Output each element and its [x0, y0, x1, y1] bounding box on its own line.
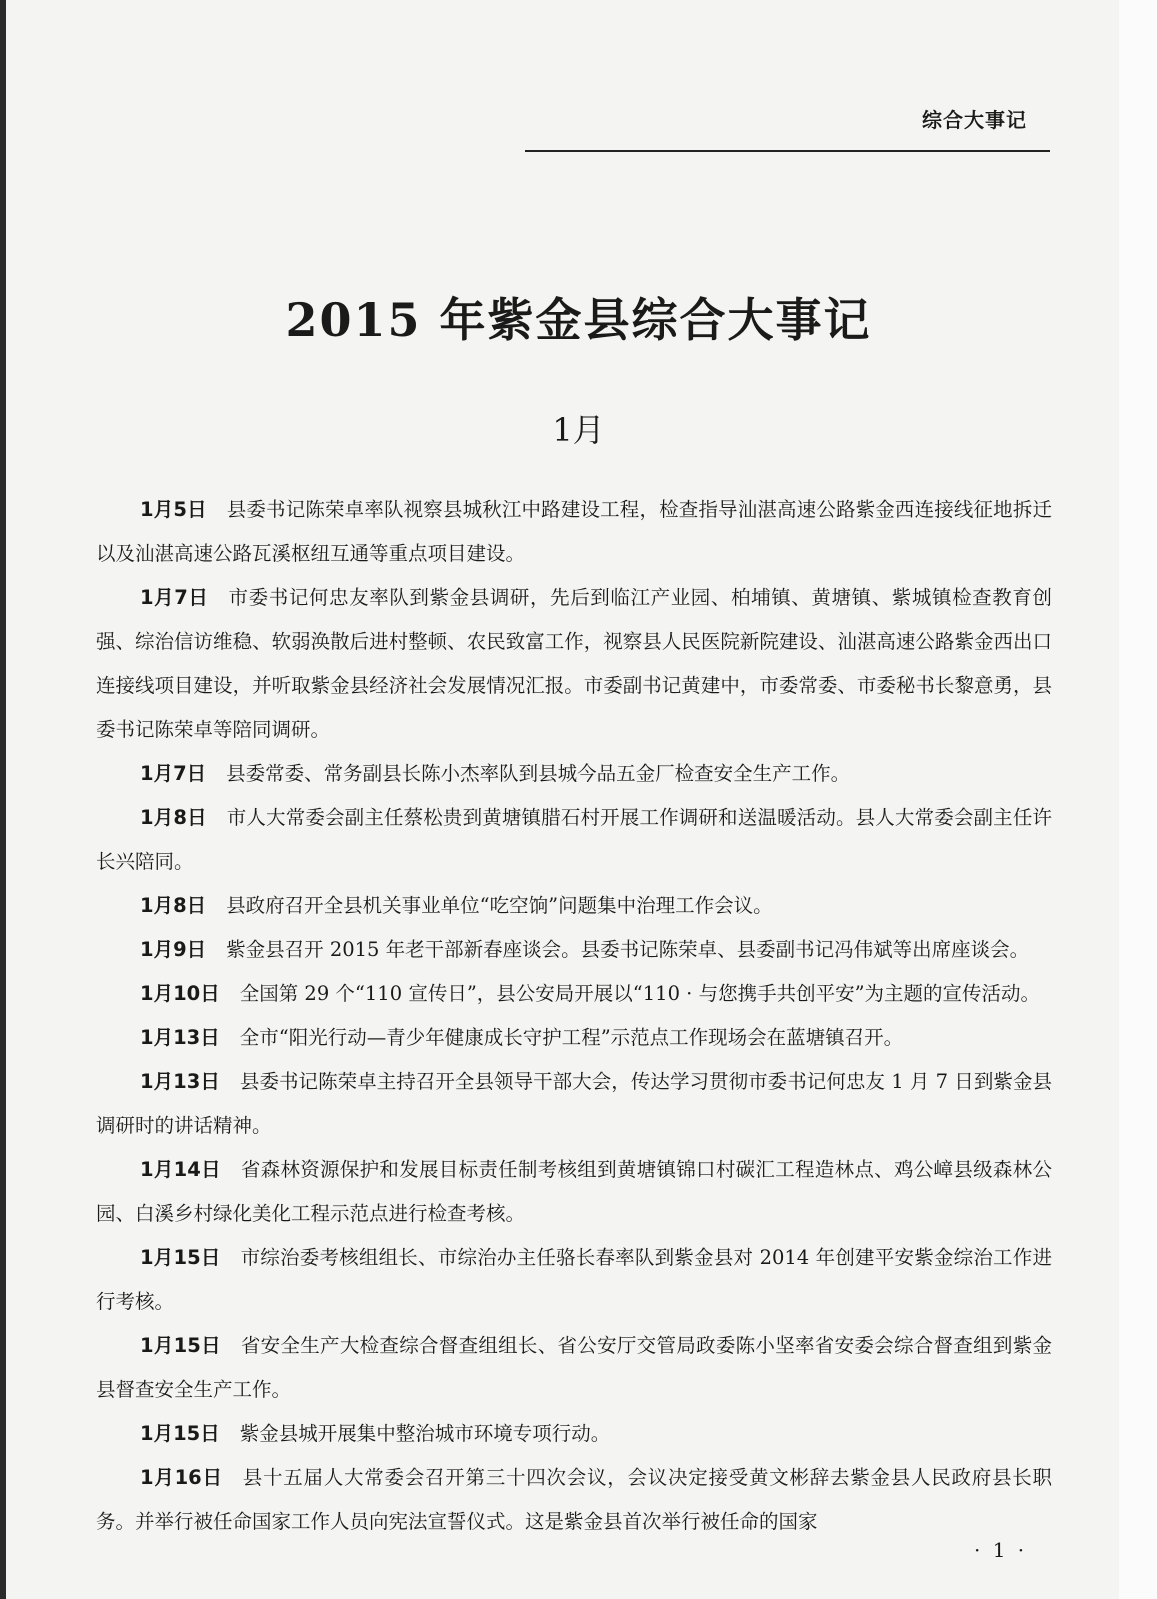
event-date: 1月15日: [140, 1422, 220, 1445]
event-text: 紫金县城开展集中整治城市环境专项行动。: [239, 1422, 611, 1445]
event-date: 1月9日: [140, 938, 207, 961]
event-entry: [96, 1324, 1052, 1412]
event-date: 1月15日: [140, 1334, 221, 1357]
event-entry: [96, 1412, 1052, 1456]
scan-edge-right: [1119, 0, 1157, 1599]
event-date: 1月13日: [140, 1070, 220, 1093]
event-date: 1月8日: [140, 894, 207, 917]
event-list: [96, 488, 1052, 1544]
event-text: 全市“阳光行动—青少年健康成长守护工程”示范点工作现场会在蓝塘镇召开。: [239, 1026, 904, 1049]
event-text: 市人大常委会副主任蔡松贵到黄塘镇腊石村开展工作调研和送温暖活动。县人大常委会副主任许长兴陪同。: [96, 806, 1052, 873]
event-text: 县委书记陈荣卓主持召开全县领导干部大会，传达学习贯彻市委书记何忠友 1 月 7 日到紫金县调研时的讲话精神。: [96, 1070, 1052, 1137]
event-text: 省森林资源保护和发展目标责任制考核组到黄塘镇锦口村碳汇工程造林点、鸡公嶂县级森林公园、白溪乡村绿化美化工程示范点进行检查考核。: [96, 1158, 1052, 1225]
page-number: · 1 ·: [974, 1538, 1028, 1562]
event-text: 县十五届人大常委会召开第三十四次会议，会议决定接受黄文彬辞去紫金县人民政府县长职务。并举行被任命国家工作人员向宪法宣誓仪式。这是紫金县首次举行被任命的国家: [96, 1466, 1052, 1533]
event-entry: [96, 796, 1052, 884]
event-text: 全国第 29 个“110 宣传日”，县公安局开展以“110 · 与您携手共创平安”为主题的宣传活动。: [239, 982, 1041, 1005]
event-text: 市委书记何忠友率队到紫金县调研，先后到临江产业园、柏埔镇、黄塘镇、紫城镇检查教育创强、综治信访维稳、软弱涣散后进村整顿、农民致富工作，视察县人民医院新院建设、汕湛高速公路紫金西出口连接线项目建设，并听取紫金县经济社会发展情况汇报。市委副书记黄建中，市委常委、市委秘书长黎意勇，县委书记陈荣卓等陪同调研。: [96, 586, 1052, 741]
scan-edge-left: [0, 0, 6, 1599]
event-entry: [96, 972, 1052, 1016]
event-entry: [96, 1016, 1052, 1060]
event-entry: [96, 1148, 1052, 1236]
header-rule: [525, 150, 1050, 152]
event-entry: [96, 1456, 1052, 1544]
event-entry: [96, 1236, 1052, 1324]
event-text: 省安全生产大检查综合督查组组长、省公安厅交管局政委陈小坚率省安委会综合督查组到紫金县督查安全生产工作。: [96, 1334, 1052, 1401]
running-header: 综合大事记: [922, 108, 1027, 132]
event-entry: [96, 884, 1052, 928]
event-text: 县委常委、常务副县长陈小杰率队到县城今品五金厂检查安全生产工作。: [226, 762, 851, 785]
month-heading: 1月: [552, 411, 605, 449]
event-date: 1月7日: [140, 762, 207, 785]
event-date: 1月16日: [140, 1466, 223, 1489]
event-entry: [96, 752, 1052, 796]
event-entry: [96, 928, 1052, 972]
event-text: 县政府召开全县机关事业单位“吃空饷”问题集中治理工作会议。: [226, 894, 773, 917]
event-date: 1月7日: [140, 586, 209, 609]
event-entry: [96, 1060, 1052, 1148]
event-entry: [96, 488, 1052, 576]
event-date: 1月15日: [140, 1246, 221, 1269]
event-text: 市综治委考核组组长、市综治办主任骆长春率队到紫金县对 2014 年创建平安紫金综治工作进行考核。: [96, 1246, 1052, 1313]
event-text: 紫金县召开 2015 年老干部新春座谈会。县委书记陈荣卓、县委副书记冯伟斌等出席座谈会。: [226, 938, 1030, 961]
event-date: 1月14日: [140, 1158, 221, 1181]
event-date: 1月8日: [140, 806, 207, 829]
event-date: 1月5日: [140, 498, 207, 521]
event-entry: [96, 576, 1052, 752]
event-text: 县委书记陈荣卓率队视察县城秋江中路建设工程，检查指导汕湛高速公路紫金西连接线征地拆迁以及汕湛高速公路瓦溪枢纽互通等重点项目建设。: [96, 498, 1052, 565]
document-title: 2015 年紫金县综合大事记: [285, 293, 872, 347]
event-date: 1月10日: [140, 982, 220, 1005]
event-date: 1月13日: [140, 1026, 220, 1049]
